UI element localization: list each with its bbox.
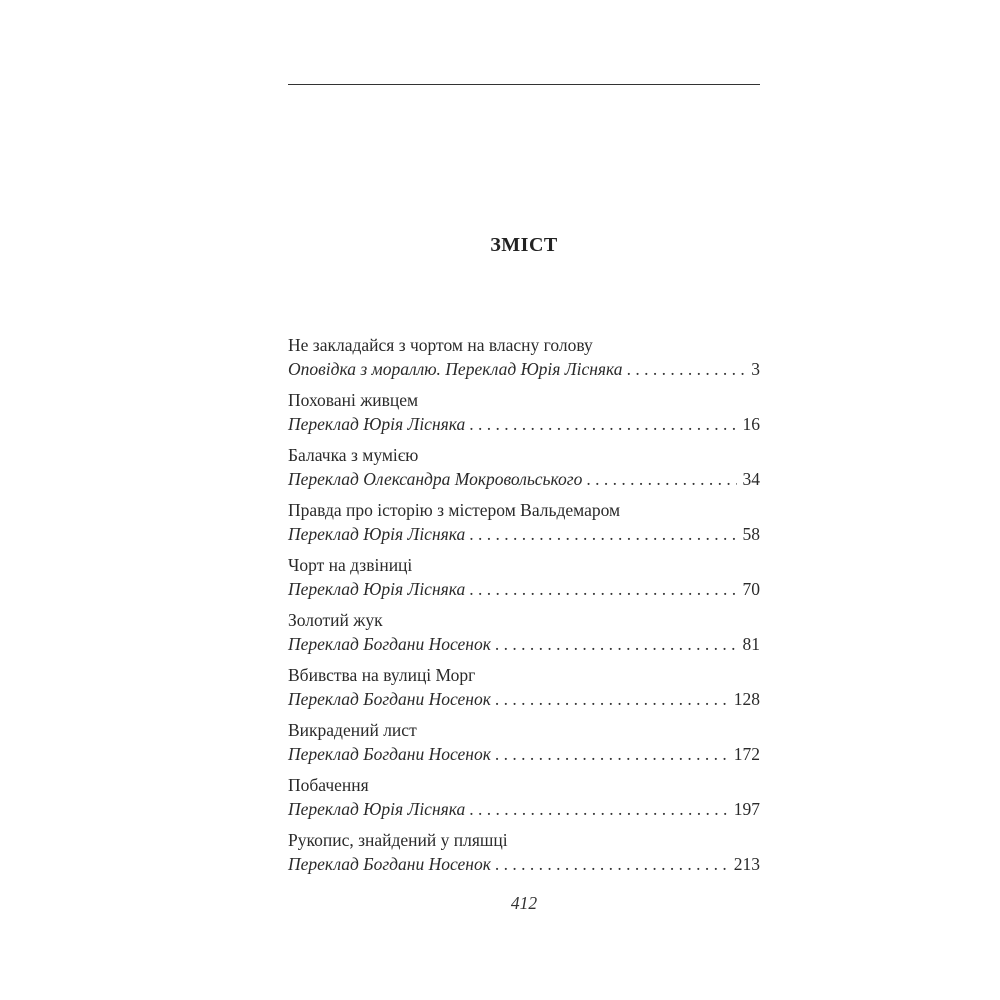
dot-leader: [495, 742, 728, 767]
page-number: 412: [510, 893, 538, 913]
dot-leader: [469, 522, 736, 547]
toc-entry-title: Не закладайся з чортом на власну голову: [288, 335, 593, 355]
toc-entry-subtitle: Переклад Богдани Носенок: [288, 854, 491, 874]
toc-entry-subtitle: Переклад Олександра Мокровольського: [288, 469, 583, 489]
toc-entry[interactable]: [288, 609, 760, 664]
toc-entry-title: Чорт на дзвіниці: [288, 555, 413, 575]
toc-entry-line: [288, 797, 760, 822]
toc-entry[interactable]: [288, 389, 760, 444]
toc-entry-page: 34: [742, 469, 760, 489]
toc-entry-line: [288, 467, 760, 492]
toc-entry-page: 16: [742, 414, 760, 434]
toc-entry-title: Вбивства на вулиці Морг: [288, 665, 476, 685]
dot-leader: [495, 632, 737, 657]
toc-entry[interactable]: [288, 664, 760, 719]
toc-entry-line: [288, 577, 760, 602]
page-title: ЗМІСТ: [490, 234, 558, 256]
toc-entry-page: 172: [733, 744, 760, 764]
toc-entry-title: Поховані живцем: [288, 390, 419, 410]
top-rule: [288, 84, 760, 85]
toc-entry-title: Золотий жук: [288, 610, 383, 630]
toc-entry-title: Рукопис, знайдений у пляшці: [288, 830, 508, 850]
toc-entry-line: [288, 522, 760, 547]
toc-entry[interactable]: [288, 774, 760, 829]
toc-entry-subtitle: Переклад Юрія Лісняка: [288, 799, 466, 819]
toc-entry-line: [288, 687, 760, 712]
toc-entry-title: Побачення: [288, 775, 369, 795]
toc-entry-subtitle: Переклад Юрія Лісняка: [288, 524, 466, 544]
dot-leader: [469, 577, 736, 602]
toc-entry-page: 213: [733, 854, 760, 874]
toc-entry-page: 70: [742, 579, 760, 599]
toc-entry-line: [288, 852, 760, 877]
dot-leader: [586, 467, 736, 492]
toc-entry[interactable]: [288, 829, 760, 884]
dot-leader: [495, 687, 728, 712]
toc-entry-line: [288, 412, 760, 437]
dot-leader: [495, 852, 728, 877]
dot-leader: [627, 357, 746, 382]
toc-entry[interactable]: [288, 499, 760, 554]
toc-entry-page: 81: [742, 634, 760, 654]
toc-entry-subtitle: Переклад Богдани Носенок: [288, 744, 491, 764]
toc-entry-subtitle: Переклад Юрія Лісняка: [288, 579, 466, 599]
toc-entry-line: [288, 357, 760, 382]
dot-leader: [469, 412, 736, 437]
toc-entry-subtitle: Переклад Юрія Лісняка: [288, 414, 466, 434]
toc-entry[interactable]: [288, 444, 760, 499]
toc-entry[interactable]: [288, 334, 760, 389]
toc-entry[interactable]: [288, 719, 760, 774]
table-of-contents: [288, 334, 760, 884]
toc-entry-title: Викрадений лист: [288, 720, 417, 740]
toc-entry-subtitle: Переклад Богдани Носенок: [288, 634, 491, 654]
toc-entry[interactable]: [288, 554, 760, 609]
toc-entry-title: Балачка з мумією: [288, 445, 419, 465]
toc-entry-line: [288, 742, 760, 767]
toc-entry-page: 58: [742, 524, 760, 544]
toc-entry-title: Правда про історію з містером Вальдемаром: [288, 500, 621, 520]
toc-entry-page: 197: [733, 799, 760, 819]
toc-entry-subtitle: Оповідка з мораллю. Переклад Юрія Лісняка: [288, 359, 623, 379]
toc-entry-page: 128: [733, 689, 760, 709]
dot-leader: [469, 797, 727, 822]
toc-entry-line: [288, 632, 760, 657]
toc-entry-page: 3: [751, 359, 760, 379]
toc-entry-subtitle: Переклад Богдани Носенок: [288, 689, 491, 709]
